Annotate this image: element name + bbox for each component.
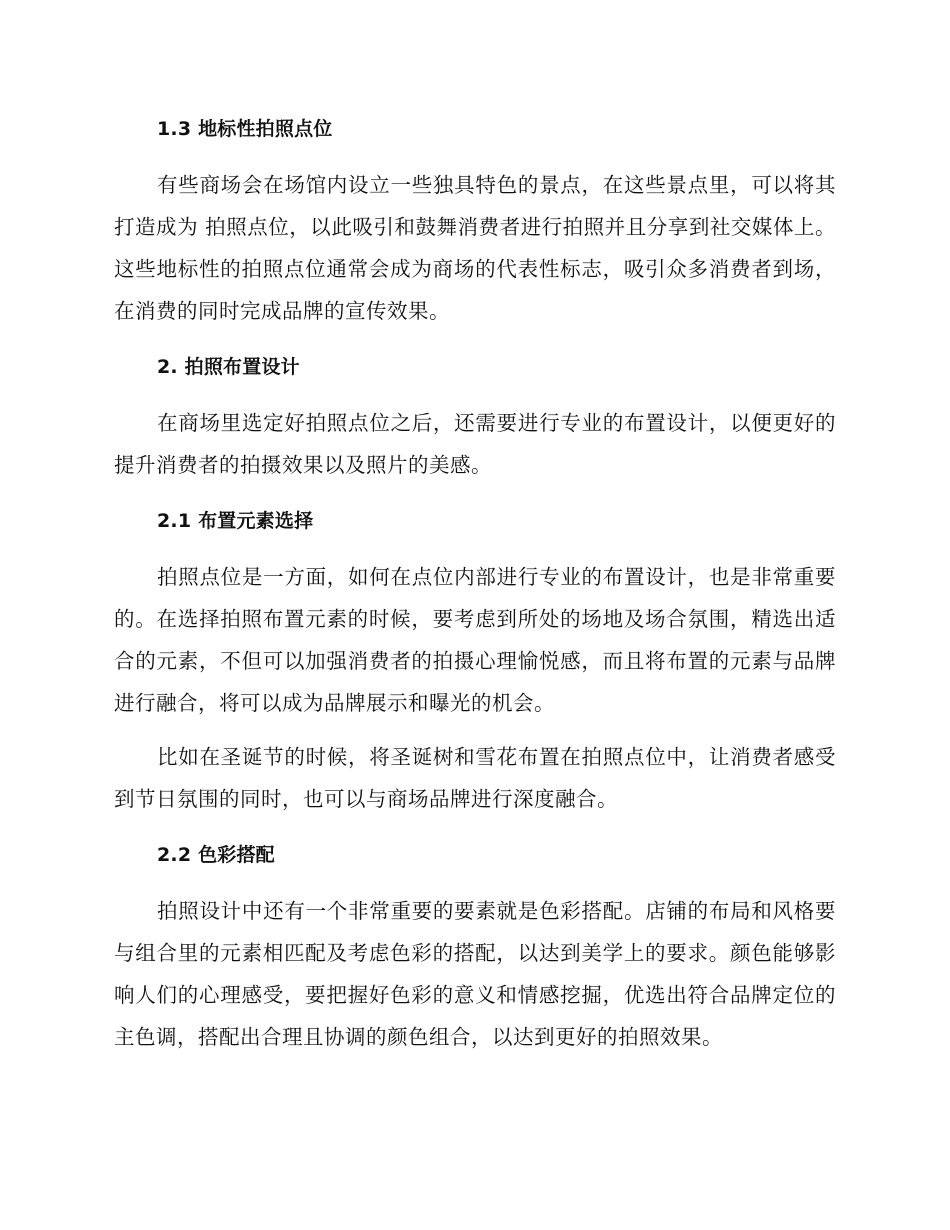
section-heading-1-3: 1.3 地标性拍照点位 — [157, 118, 333, 140]
document-body — [114, 100, 836, 1058]
section-heading-2-2: 2.2 色彩搭配 — [157, 844, 275, 866]
paragraph-element-selection: 拍照点位是一方面，如何在点位内部进行专业的布置设计，也是非常重要的。在选择拍照布置元素的时候，要考虑到所处的场地及场合氛围，精选出适合的元素，不但可以加强消费者的拍摄心理愉悦感，而且将布置的元素与品牌进行融合，将可以成为品牌展示和曝光的机会。 — [114, 565, 836, 715]
paragraph-christmas-example: 比如在圣诞节的时候，将圣诞树和雪花布置在拍照点位中，让消费者感受到节日氛围的同时，也可以与商场品牌进行深度融合。 — [114, 745, 836, 811]
section-heading-2-1: 2.1 布置元素选择 — [157, 510, 314, 532]
paragraph-landmark-photo-spots: 有些商场会在场馆内设立一些独具特色的景点，在这些景点里，可以将其打造成为 拍照点位，以此吸引和鼓舞消费者进行拍照并且分享到社交媒体上。这些地标性的拍照点位通常会成为商场的代表性标志，吸引众多消费者到场，在消费的同时完成品牌的宣传效果。 — [114, 173, 836, 323]
section-heading-2: 2. 拍照布置设计 — [157, 356, 300, 378]
paragraph-color-matching: 拍照设计中还有一个非常重要的要素就是色彩搭配。店铺的布局和风格要与组合里的元素相匹配及考虑色彩的搭配，以达到美学上的要求。颜色能够影响人们的心理感受，要把握好色彩的意义和情感挖掘，优选出符合品牌定位的主色调，搭配出合理且协调的颜色组合，以达到更好的拍照效果。 — [114, 899, 836, 1049]
paragraph-photo-layout-design: 在商场里选定好拍照点位之后，还需要进行专业的布置设计，以便更好的提升消费者的拍摄效果以及照片的美感。 — [114, 411, 836, 477]
